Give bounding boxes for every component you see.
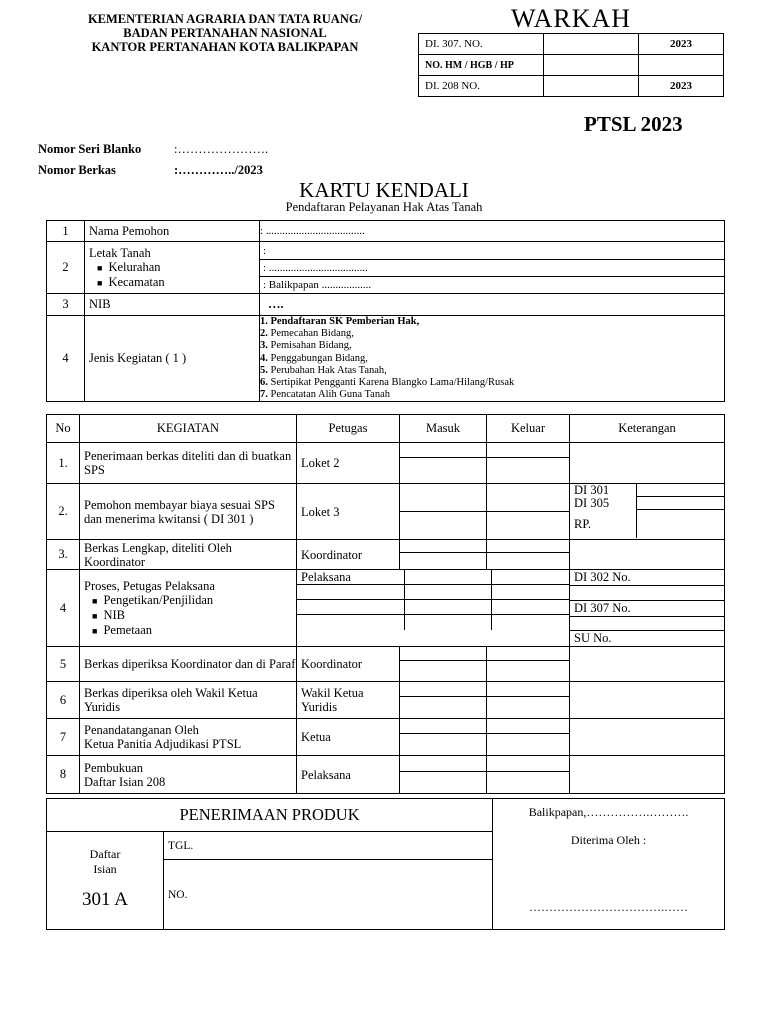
- activity-item[interactable]: 1. Pendaftaran SK Pemberian Hak,: [260, 316, 420, 327]
- masuk-field[interactable]: [404, 615, 491, 630]
- keluar-field[interactable]: [487, 647, 569, 661]
- masuk-field[interactable]: [404, 585, 491, 599]
- officer-cell: Loket 3: [297, 484, 400, 540]
- di305-field[interactable]: [636, 497, 724, 510]
- table-row: [47, 682, 725, 719]
- row-number: 2.: [47, 484, 80, 540]
- masuk-field[interactable]: [400, 458, 486, 483]
- keluar-cells: [487, 647, 570, 682]
- serial-block: [38, 139, 268, 181]
- serial-value[interactable]: :………………….: [174, 142, 269, 156]
- masuk-field[interactable]: [400, 553, 486, 569]
- di301-field[interactable]: [636, 484, 724, 497]
- activity-description-cell: [80, 570, 297, 647]
- warkah-label: DI. 307. NO.: [419, 34, 544, 55]
- keluar-field[interactable]: [487, 553, 569, 569]
- table-row: [47, 719, 725, 756]
- office-header: [40, 12, 410, 54]
- di301-label: DI 301: [574, 483, 610, 497]
- keluar-field[interactable]: [487, 540, 569, 553]
- activity-description: Pembukuan: [84, 760, 144, 775]
- keluar-field[interactable]: [487, 734, 569, 755]
- masuk-field[interactable]: [400, 697, 486, 718]
- activity-item[interactable]: 5. Perubahan Hak Atas Tanah,: [260, 364, 387, 376]
- form-number: 301 A: [82, 889, 128, 910]
- keluar-field[interactable]: [487, 756, 569, 772]
- row-number: 7: [47, 719, 80, 756]
- process-item: ■ Pemetaan: [92, 622, 153, 637]
- masuk-field[interactable]: [400, 484, 486, 512]
- keluar-field[interactable]: [487, 484, 569, 512]
- no-field[interactable]: NO.: [164, 860, 493, 930]
- office-name: KANTOR PERTANAHAN KOTA BALIKPAPAN: [91, 40, 359, 54]
- warkah-year: [639, 55, 724, 76]
- warkah-title: WARKAH: [510, 4, 632, 33]
- row-label: Nama Pemohon: [85, 221, 260, 242]
- row-number: 4: [47, 570, 80, 647]
- warkah-label: NO. HM / HGB / HP: [419, 55, 544, 76]
- ptsl-label: PTSL 2023: [584, 112, 683, 136]
- masuk-field[interactable]: [400, 443, 486, 458]
- ministry-name: KEMENTERIAN AGRARIA DAN TATA RUANG/: [87, 12, 363, 26]
- row-number: 8: [47, 756, 80, 794]
- location-values: [260, 242, 725, 294]
- officer-cell: Pelaksana: [297, 756, 400, 794]
- form-cell: [47, 832, 164, 930]
- activity-table: [46, 414, 725, 794]
- col-header-masuk: Masuk: [400, 415, 487, 443]
- keluar-cells: [487, 682, 570, 719]
- keluar-field[interactable]: [491, 600, 569, 614]
- serial-label: Nomor Seri Blanko: [38, 142, 142, 156]
- masuk-cells: [400, 443, 487, 484]
- keluar-cells: [487, 443, 570, 484]
- activity-item[interactable]: 6. Sertipikat Pengganti Karena Blangko Lama/Hilang/Rusak: [260, 377, 515, 389]
- activity-item[interactable]: 4. Penggabungan Bidang,: [260, 352, 368, 364]
- warkah-row: [419, 55, 724, 76]
- kecamatan-label: ■ Kecamatan: [97, 274, 165, 289]
- di305-label: DI 305: [574, 496, 610, 510]
- activity-description-cell: [80, 719, 297, 756]
- received-by-label: Diterima Oleh :: [570, 833, 647, 847]
- masuk-field[interactable]: [400, 512, 486, 539]
- table-header-row: [47, 415, 725, 443]
- keluar-field[interactable]: [487, 443, 569, 458]
- location-field[interactable]: :: [260, 243, 724, 260]
- row-number: 3: [47, 294, 85, 316]
- keluar-field[interactable]: [487, 697, 569, 718]
- row-label: Letak Tanah: [89, 245, 151, 260]
- keterangan-cell[interactable]: [570, 647, 725, 682]
- keluar-field[interactable]: [491, 570, 569, 584]
- su-label[interactable]: SU No.: [574, 631, 612, 645]
- warkah-year: 2023: [639, 34, 724, 55]
- officer-cell: Wakil Ketua Yuridis: [297, 682, 400, 719]
- warkah-table: [418, 33, 724, 97]
- berkas-value[interactable]: :…………../2023: [174, 163, 263, 177]
- card-subtitle: Pendaftaran Pelayanan Hak Atas Tanah: [285, 200, 483, 214]
- activity-description: Proses, Petugas Pelaksana: [84, 578, 215, 593]
- warkah-row: [419, 34, 724, 55]
- table-row: [47, 443, 725, 484]
- activity-description: Daftar Isian 208: [84, 774, 166, 789]
- activity-description-cell: [80, 756, 297, 794]
- col-header-keterangan: Keterangan: [570, 415, 725, 443]
- applicant-name-field[interactable]: : ....................................: [260, 221, 725, 242]
- masuk-field[interactable]: [400, 734, 486, 755]
- row-number: 3.: [47, 540, 80, 570]
- warkah-row: [419, 76, 724, 97]
- keluar-field[interactable]: [487, 772, 569, 793]
- keluar-field[interactable]: [487, 512, 569, 539]
- activity-item[interactable]: 7. Pencatatan Alih Guna Tanah: [260, 389, 390, 401]
- col-header-kegiatan: KEGIATAN: [80, 415, 297, 443]
- officer-cell: Loket 2: [297, 443, 400, 484]
- keluar-cells: [487, 540, 570, 570]
- process-grid: [297, 570, 570, 647]
- table-row: [47, 540, 725, 570]
- activity-description: Berkas diperiksa Koordinator dan di Paraf: [80, 647, 297, 682]
- keterangan-cell[interactable]: [570, 719, 725, 756]
- location-label-cell: [85, 242, 260, 294]
- kecamatan-field[interactable]: : Balikpapan ..................: [263, 278, 372, 291]
- keterangan-payment: [570, 484, 725, 540]
- keluar-cells: [487, 484, 570, 540]
- activity-description: Pemohon membayar biaya sesuai SPS dan menerima kwitansi ( DI 301 ): [80, 484, 297, 540]
- keluar-cells: [487, 756, 570, 794]
- receipt-table: [46, 798, 725, 930]
- warkah-label: DI. 208 NO.: [419, 76, 544, 97]
- col-header-keluar: Keluar: [487, 415, 570, 443]
- table-row: [47, 484, 725, 540]
- officer-cell: Ketua: [297, 719, 400, 756]
- place-date[interactable]: Balikpapan,…………….……….: [528, 805, 689, 819]
- kecamatan-text: Kecamatan: [108, 274, 165, 289]
- activity-item[interactable]: 2. Pemecahan Bidang,: [260, 328, 354, 340]
- di307-label[interactable]: DI 307 No.: [570, 601, 724, 617]
- table-row: [47, 570, 725, 647]
- masuk-cells: [400, 647, 487, 682]
- tgl-field[interactable]: TGL.: [164, 832, 493, 860]
- daftar-isian-label: Daftar Isian: [89, 847, 121, 876]
- activity-item[interactable]: 3. Pemisahan Bidang,: [260, 340, 352, 352]
- masuk-field[interactable]: [404, 570, 491, 584]
- warkah-year: 2023: [639, 76, 724, 97]
- masuk-cells: [400, 540, 487, 570]
- table-row: [47, 316, 725, 402]
- agency-name: BADAN PERTANAHAN NASIONAL: [123, 26, 327, 40]
- applicant-table: [46, 220, 725, 402]
- keluar-field[interactable]: [487, 458, 569, 483]
- masuk-field[interactable]: [400, 661, 486, 681]
- keluar-cells: [487, 719, 570, 756]
- masuk-cells: [400, 682, 487, 719]
- rp-field[interactable]: [636, 510, 724, 538]
- table-row: [47, 799, 725, 832]
- table-row: [47, 221, 725, 242]
- activity-description: Berkas diperiksa oleh Wakil Ketua Yuridis: [80, 682, 297, 719]
- keterangan-cell[interactable]: [570, 443, 725, 484]
- row-label: Jenis Kegiatan ( 1 ): [85, 316, 260, 402]
- receipt-title: PENERIMAAN PRODUK: [47, 799, 493, 832]
- row-number: 6: [47, 682, 80, 719]
- table-row: [47, 242, 725, 294]
- row-number: 1.: [47, 443, 80, 484]
- masuk-cells: [400, 756, 487, 794]
- masuk-field[interactable]: [404, 600, 491, 614]
- keterangan-cell[interactable]: [570, 682, 725, 719]
- receipt-signature-cell: [493, 799, 725, 930]
- keluar-field[interactable]: [487, 719, 569, 734]
- table-row: [47, 647, 725, 682]
- row-number: 4: [47, 316, 85, 402]
- masuk-field[interactable]: [400, 756, 486, 772]
- officer-cell: Pelaksana: [301, 570, 351, 584]
- masuk-cells: [400, 719, 487, 756]
- keluar-field[interactable]: [491, 585, 569, 599]
- masuk-cells: [400, 484, 487, 540]
- keluar-field[interactable]: [487, 661, 569, 681]
- kelurahan-label: ■ Kelurahan: [97, 259, 161, 274]
- di302-label[interactable]: DI 302 No.: [570, 570, 724, 586]
- activity-list: [260, 316, 725, 402]
- keterangan-cell[interactable]: [570, 540, 725, 570]
- keluar-field[interactable]: [491, 615, 569, 630]
- keluar-field[interactable]: [487, 682, 569, 697]
- kelurahan-field[interactable]: : ....................................: [260, 260, 724, 277]
- keterangan-cell[interactable]: [570, 756, 725, 794]
- masuk-field[interactable]: [400, 540, 486, 553]
- activity-description: Ketua Panitia Adjudikasi PTSL: [84, 737, 242, 751]
- activity-description: Penandatanganan Oleh: [84, 723, 199, 737]
- rp-label: RP.: [574, 517, 592, 531]
- row-label: NIB: [85, 294, 260, 316]
- officer-cell: Koordinator: [297, 540, 400, 570]
- signature-line[interactable]: …………………………….……: [529, 900, 689, 914]
- warkah-value[interactable]: [544, 76, 639, 97]
- activity-description: Berkas Lengkap, diteliti Oleh Koordinator: [80, 540, 297, 570]
- row-number: 2: [47, 242, 85, 294]
- row-number: 1: [47, 221, 85, 242]
- table-row: [47, 294, 725, 316]
- col-header-no: No: [47, 415, 80, 443]
- row-number: 5: [47, 647, 80, 682]
- masuk-field[interactable]: [400, 719, 486, 734]
- berkas-label: Nomor Berkas: [38, 163, 116, 177]
- warkah-value[interactable]: [544, 55, 639, 76]
- keterangan-survey: [570, 570, 725, 647]
- activity-description: Penerimaan berkas diteliti dan di buatkan SPS: [80, 443, 297, 484]
- nib-field[interactable]: ….: [260, 294, 725, 316]
- masuk-field[interactable]: [400, 682, 486, 697]
- process-item: ■ NIB: [92, 607, 125, 622]
- officer-cell: Koordinator: [297, 647, 400, 682]
- col-header-petugas: Petugas: [297, 415, 400, 443]
- table-row: [47, 756, 725, 794]
- masuk-field[interactable]: [400, 647, 486, 661]
- masuk-field[interactable]: [400, 772, 486, 793]
- process-item: ■ Pengetikan/Penjilidan: [92, 592, 214, 607]
- kelurahan-text: Kelurahan: [108, 259, 161, 274]
- warkah-value[interactable]: [544, 34, 639, 55]
- card-title: KARTU KENDALI: [299, 178, 469, 202]
